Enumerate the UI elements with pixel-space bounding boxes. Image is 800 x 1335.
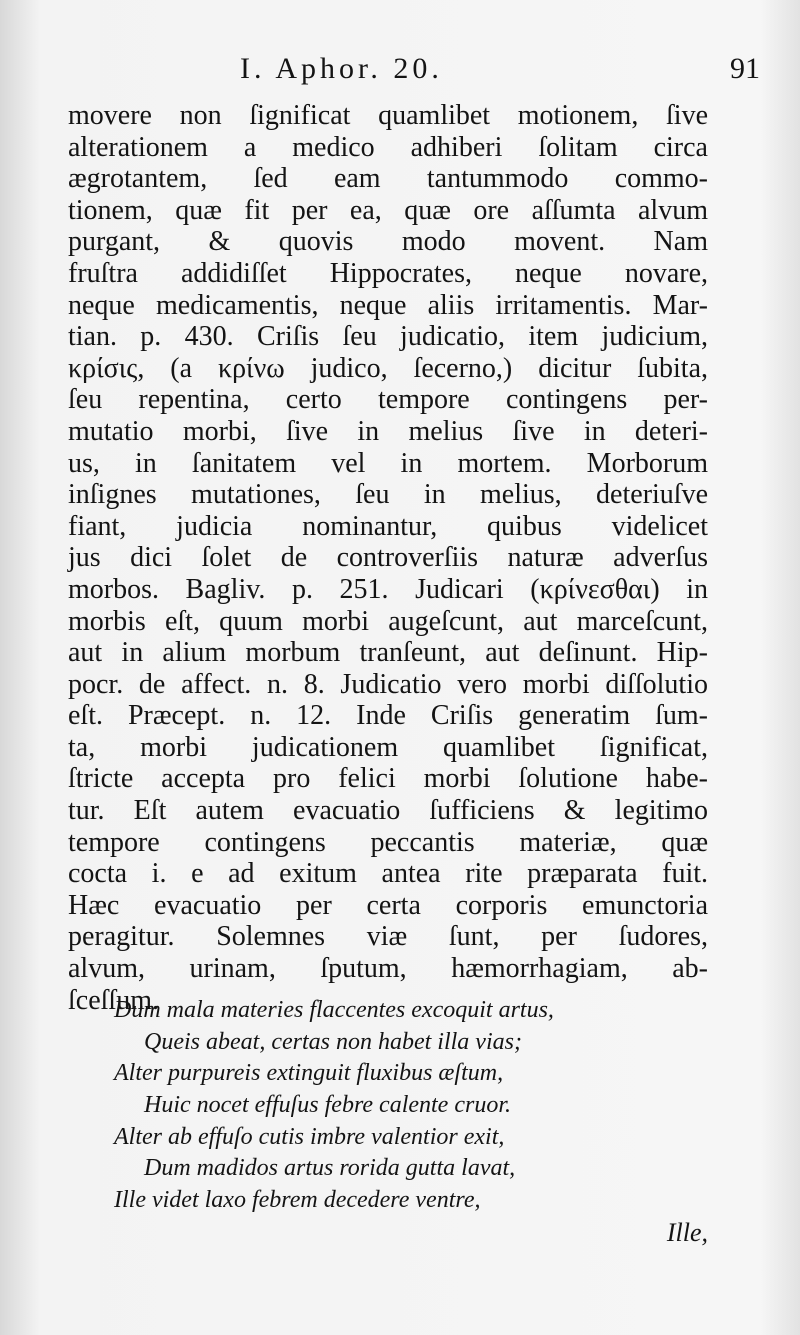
- text-line: purgant, & quovis modo movent. Nam: [68, 226, 708, 258]
- text-line: tian. p. 430. Criſis ſeu judicatio, item judicium,: [68, 321, 708, 353]
- verse-line: Queis abeat, certas non habet illa vias;: [144, 1028, 522, 1055]
- verse-line: Ille videt laxo febrem decedere ventre,: [114, 1187, 481, 1214]
- catchword: Ille,: [666, 1218, 708, 1247]
- verse-line: Dum mala materies flaccentes excoquit artus,: [114, 997, 554, 1023]
- text-line: morbis eſt, quum morbi augeſcunt, aut marceſcunt,: [68, 605, 708, 637]
- text-line: peragitur. Solemnes viæ ſunt, per ſudores,: [68, 921, 708, 953]
- text-line: alterationem a medico adhiberi ſolitam circa: [68, 131, 708, 163]
- text-line: neque medicamentis, neque aliis irritamentis. Mar-: [68, 289, 708, 321]
- text-line: κρίσις, (a κρίνω judico, ſecerno,) dicitur ſubita,: [68, 352, 708, 384]
- text-line: movere non ſignificat quamlibet motionem, ſive: [68, 100, 708, 131]
- commentary-text: [68, 100, 708, 1016]
- text-line: jus dici ſolet de controverſiis naturæ adverſus: [68, 542, 708, 574]
- verse-quotation: [68, 995, 708, 1217]
- text-line: eſt. Præcept. n. 12. Inde Criſis generatim ſum-: [68, 700, 708, 732]
- text-line: cocta i. e ad exitum antea rite præparata fuit.: [68, 858, 708, 890]
- page-header: [240, 52, 760, 92]
- text-line: ſeu repentina, certo tempore contingens per-: [68, 384, 708, 416]
- page-number: 91: [730, 52, 760, 85]
- running-head: I. Aphor. 20.: [240, 52, 443, 85]
- text-line: fiant, judicia nominantur, quibus videlicet: [68, 510, 708, 542]
- text-line: inſignes mutationes, ſeu in melius, deteriuſve: [68, 479, 708, 511]
- text-line: ægrotantem, ſed eam tantummodo commo-: [68, 163, 708, 195]
- text-line: tur. Eſt autem evacuatio ſufficiens & legitimo: [68, 795, 708, 827]
- text-line: Hæc evacuatio per certa corporis emunctoria: [68, 889, 708, 921]
- text-line: tionem, quæ fit per ea, quæ ore aſſumta alvum: [68, 194, 708, 226]
- text-line: pocr. de affect. n. 8. Judicatio vero morbi diſſolutio: [68, 668, 708, 700]
- verse-line: Dum madidos artus rorida gutta lavat,: [144, 1155, 516, 1182]
- text-line: ta, morbi judicationem quamlibet ſignificat,: [68, 731, 708, 763]
- text-line: ſtricte accepta pro felici morbi ſolutione habe-: [68, 763, 708, 795]
- text-line: tempore contingens peccantis materiæ, quæ: [68, 826, 708, 858]
- verse-line: Alter ab effuſo cutis imbre valentior exit,: [114, 1123, 505, 1150]
- text-line: alvum, urinam, ſputum, hæmorrhagiam, ab-: [68, 953, 708, 985]
- verse-line: Alter purpureis extinguit fluxibus æſtum,: [114, 1060, 504, 1087]
- text-line: morbos. Bagliv. p. 251. Judicari (κρίνεσθαι) in: [68, 573, 708, 605]
- text-line: aut in alium morbum tranſeunt, aut deſinunt. Hip-: [68, 637, 708, 669]
- text-line: mutatio morbi, ſive in melius ſive in deteri-: [68, 415, 708, 447]
- verse-line: Huic nocet effuſus febre calente cruor.: [144, 1092, 512, 1119]
- text-line: ſceſſum.: [68, 984, 159, 1016]
- text-line: us, in ſanitatem vel in mortem. Morborum: [68, 447, 708, 479]
- text-line: fruſtra addidiſſet Hippocrates, neque novare,: [68, 257, 708, 289]
